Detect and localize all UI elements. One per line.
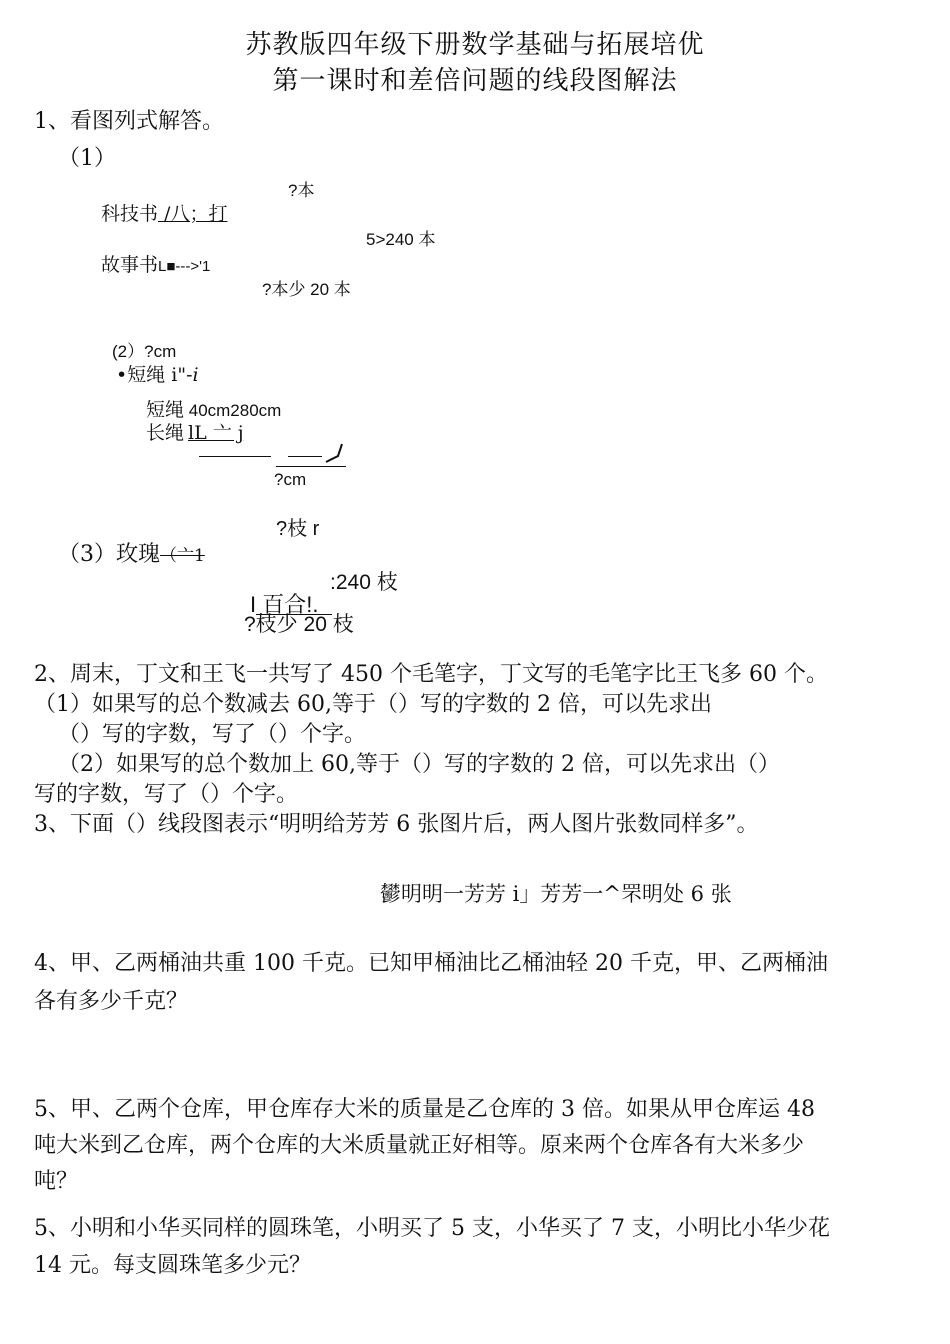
row2-mark: L: [158, 258, 167, 275]
q1-part2-long-rope: [146, 418, 244, 445]
q2-line1: 2、周末，丁文和王飞一共写了 450 个毛笔字，丁文写的毛笔字比王飞多 60 个。: [34, 662, 828, 687]
q3-line1: 3、下面（）线段图表示“明明给芳芳 6 张图片后，两人图片张数同样多”。: [34, 812, 759, 837]
q1-part3-total: :240 枝: [330, 571, 398, 594]
lesson-subtitle: 第一课时和差倍问题的线段图解法: [272, 66, 678, 96]
q2-line5: 写的字数，写了（）个字。: [34, 782, 299, 807]
long-rope-mark: lL 亠 j: [188, 422, 244, 444]
q4-line1: 4、甲、乙两桶油共重 100 千克。已知甲桶油比乙桶油轻 20 千克，甲、乙两桶油: [34, 951, 828, 976]
q3-diagram-text: 鬰明明一芳芳 i」芳芳一^罘明处 6 张: [380, 882, 732, 906]
q1-part3-bottom-question: ?枝少 20 枝: [244, 613, 354, 636]
q1-part1-row2: [101, 250, 210, 277]
row1-name: 科技书: [101, 203, 159, 225]
q4-line2: 各有多少千克？: [34, 989, 189, 1014]
q1-part1-label: （1）: [58, 146, 116, 171]
row2-mark-tail: ■--->'1: [166, 258, 211, 275]
q5-line2: 吨大米到乙仓库，两个仓库的大米质量就正好相等。原来两个仓库各有大米多少: [34, 1133, 805, 1158]
line-a-text: •短绳 i"-: [116, 364, 193, 386]
q1-part1-row1: [101, 199, 227, 226]
q1-part3-lilies: I 百合!.: [250, 592, 319, 617]
roses-mark: （亠1: [160, 546, 205, 566]
q1-part3-top-question: ?枝 r: [276, 518, 320, 540]
long-rope-name: 长绳: [146, 422, 185, 444]
long-rope-hook: [322, 442, 346, 468]
short-rope-values: 40cm280cm: [184, 401, 282, 420]
q5-line3: 吨？: [34, 1169, 79, 1194]
q1-part2-line-a: [116, 360, 199, 387]
q6-line2: 14 元。每支圆珠笔多少元？: [34, 1253, 311, 1278]
q2-line2: （1）如果写的总个数减去 60,等于（）写的字数的 2 倍，可以先求出: [34, 692, 712, 717]
q1-part2-label: (2）?cm: [112, 342, 177, 361]
q2-line3: （）写的字数，写了（）个字。: [58, 722, 367, 747]
q1-part3-label: [58, 537, 205, 568]
q1-part2-bottom-question: ?cm: [274, 470, 307, 489]
q1-heading: 1、看图列式解答。: [34, 109, 224, 134]
row1-mark: /八；打: [158, 203, 228, 225]
short-rope-name: 短绳: [146, 399, 185, 421]
q2-line4: （2）如果写的总个数加上 60,等于（）写的字数的 2 倍，可以先求出（）: [58, 752, 780, 777]
q6-line1: 5、小明和小华买同样的圆珠笔，小明买了 5 支，小华买了 7 支，小明比小华少花: [34, 1216, 830, 1241]
q1-part1-bottom-question: ?本少 20 本: [262, 280, 351, 299]
q1-part1-top-question: ?本: [288, 181, 315, 200]
long-rope-segment-2: [288, 456, 322, 457]
q1-part1-total: 5>240 本: [366, 230, 436, 249]
long-rope-segment-1: [199, 456, 271, 457]
row2-name: 故事书: [101, 254, 159, 276]
roses-label: （3）玫瑰: [58, 542, 160, 567]
worksheet-title: 苏教版四年级下册数学基础与拓展培优: [245, 30, 705, 60]
line-a-italic: i: [192, 364, 199, 386]
q5-line1: 5、甲、乙两个仓库，甲仓库存大米的质量是乙仓库的 3 倍。如果从甲仓库运 48: [34, 1097, 815, 1122]
